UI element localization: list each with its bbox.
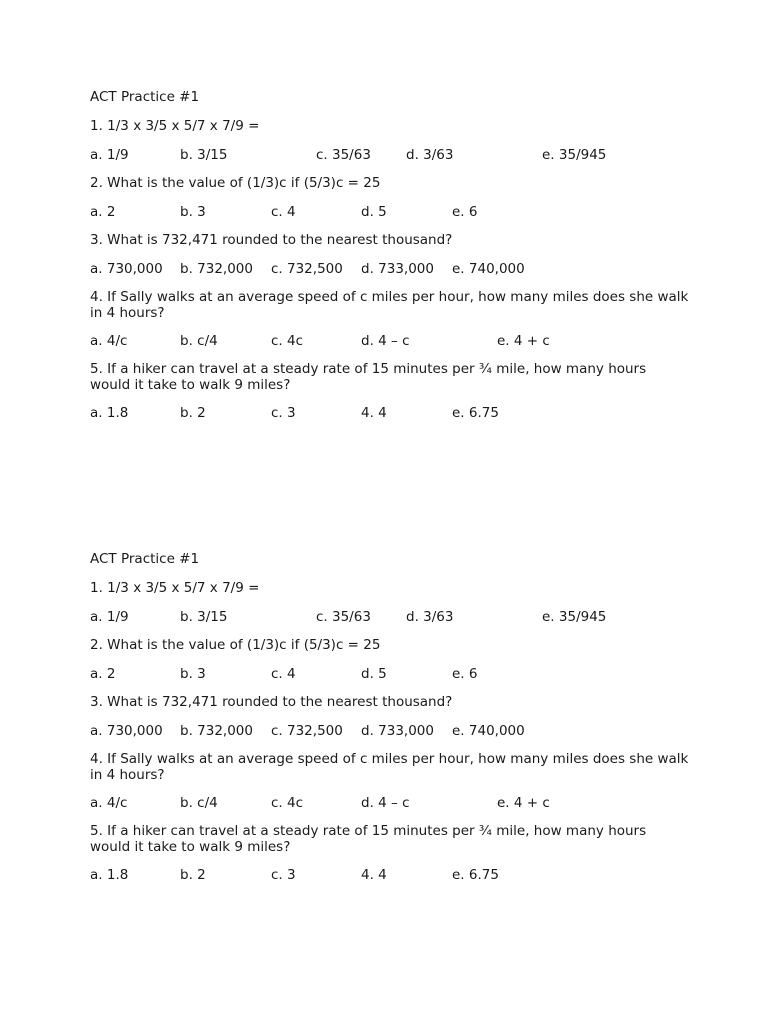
question-3: 3. What is 732,471 rounded to the nearest thousand? — [90, 232, 453, 248]
question-2: 2. What is the value of (1/3)c if (5/3)c = 25 — [90, 175, 381, 191]
option-a: a. 730,000 — [90, 722, 163, 739]
option-d: d. 733,000 — [361, 722, 434, 739]
question-5-options — [90, 867, 690, 884]
option-c: c. 3 — [271, 866, 296, 883]
option-c: c. 3 — [271, 404, 296, 421]
option-e: e. 4 + c — [497, 332, 550, 349]
question-5: 5. If a hiker can travel at a steady rate of 15 minutes per ¾ mile, how many hours would it take to walk 9 miles? — [90, 361, 647, 393]
option-a: a. 1/9 — [90, 608, 129, 625]
option-d: d. 4 – c — [361, 794, 410, 811]
question-1-options — [90, 147, 690, 164]
option-e: e. 6.75 — [452, 404, 499, 421]
question-3: 3. What is 732,471 rounded to the nearest thousand? — [90, 694, 453, 710]
option-c: c. 4c — [271, 332, 304, 349]
option-b: b. c/4 — [180, 332, 218, 349]
question-1-options — [90, 609, 690, 626]
practice-title: ACT Practice #1 — [90, 551, 200, 567]
question-1: 1. 1/3 x 3/5 x 5/7 x 7/9 = — [90, 118, 260, 134]
question-3-options — [90, 261, 690, 278]
option-c: c. 4 — [271, 665, 296, 682]
option-d: 4. 4 — [361, 866, 387, 883]
option-a: a. 4/c — [90, 794, 128, 811]
question-2-options — [90, 204, 690, 221]
option-d: d. 5 — [361, 203, 387, 220]
option-d: d. 3/63 — [406, 146, 454, 163]
option-b: b. 3/15 — [180, 146, 228, 163]
option-a: a. 1/9 — [90, 146, 129, 163]
option-a: a. 2 — [90, 203, 116, 220]
question-3-options — [90, 723, 690, 740]
option-b: b. 3/15 — [180, 608, 228, 625]
option-c: c. 732,500 — [271, 722, 343, 739]
option-e: e. 740,000 — [452, 260, 525, 277]
option-a: a. 1.8 — [90, 404, 129, 421]
question-2: 2. What is the value of (1/3)c if (5/3)c = 25 — [90, 637, 381, 653]
option-b: b. 732,000 — [180, 260, 253, 277]
option-c: c. 732,500 — [271, 260, 343, 277]
option-a: a. 730,000 — [90, 260, 163, 277]
option-b: b. 3 — [180, 203, 206, 220]
option-e: e. 740,000 — [452, 722, 525, 739]
practice-block-1 — [90, 89, 690, 433]
option-d: 4. 4 — [361, 404, 387, 421]
option-d: d. 4 – c — [361, 332, 410, 349]
option-c: c. 4c — [271, 794, 304, 811]
practice-title: ACT Practice #1 — [90, 89, 200, 105]
option-b: b. 732,000 — [180, 722, 253, 739]
option-c: c. 4 — [271, 203, 296, 220]
question-4: 4. If Sally walks at an average speed of c miles per hour, how many miles does she walk in 4 hours? — [90, 751, 689, 783]
question-5: 5. If a hiker can travel at a steady rate of 15 minutes per ¾ mile, how many hours would it take to walk 9 miles? — [90, 823, 647, 855]
option-b: b. 2 — [180, 866, 206, 883]
option-a: a. 4/c — [90, 332, 128, 349]
option-a: a. 1.8 — [90, 866, 129, 883]
option-c: c. 35/63 — [316, 608, 371, 625]
option-e: e. 6 — [452, 203, 478, 220]
option-e: e. 35/945 — [542, 146, 607, 163]
question-4-options — [90, 795, 690, 812]
option-e: e. 6 — [452, 665, 478, 682]
option-b: b. 2 — [180, 404, 206, 421]
option-d: d. 5 — [361, 665, 387, 682]
question-4-options — [90, 333, 690, 350]
option-d: d. 3/63 — [406, 608, 454, 625]
option-c: c. 35/63 — [316, 146, 371, 163]
option-e: e. 4 + c — [497, 794, 550, 811]
option-b: b. c/4 — [180, 794, 218, 811]
question-2-options — [90, 666, 690, 683]
question-1: 1. 1/3 x 3/5 x 5/7 x 7/9 = — [90, 580, 260, 596]
option-e: e. 6.75 — [452, 866, 499, 883]
practice-block-2 — [90, 551, 690, 895]
option-a: a. 2 — [90, 665, 116, 682]
option-b: b. 3 — [180, 665, 206, 682]
option-d: d. 733,000 — [361, 260, 434, 277]
question-5-options — [90, 405, 690, 422]
option-e: e. 35/945 — [542, 608, 607, 625]
question-4: 4. If Sally walks at an average speed of c miles per hour, how many miles does she walk in 4 hours? — [90, 289, 689, 321]
